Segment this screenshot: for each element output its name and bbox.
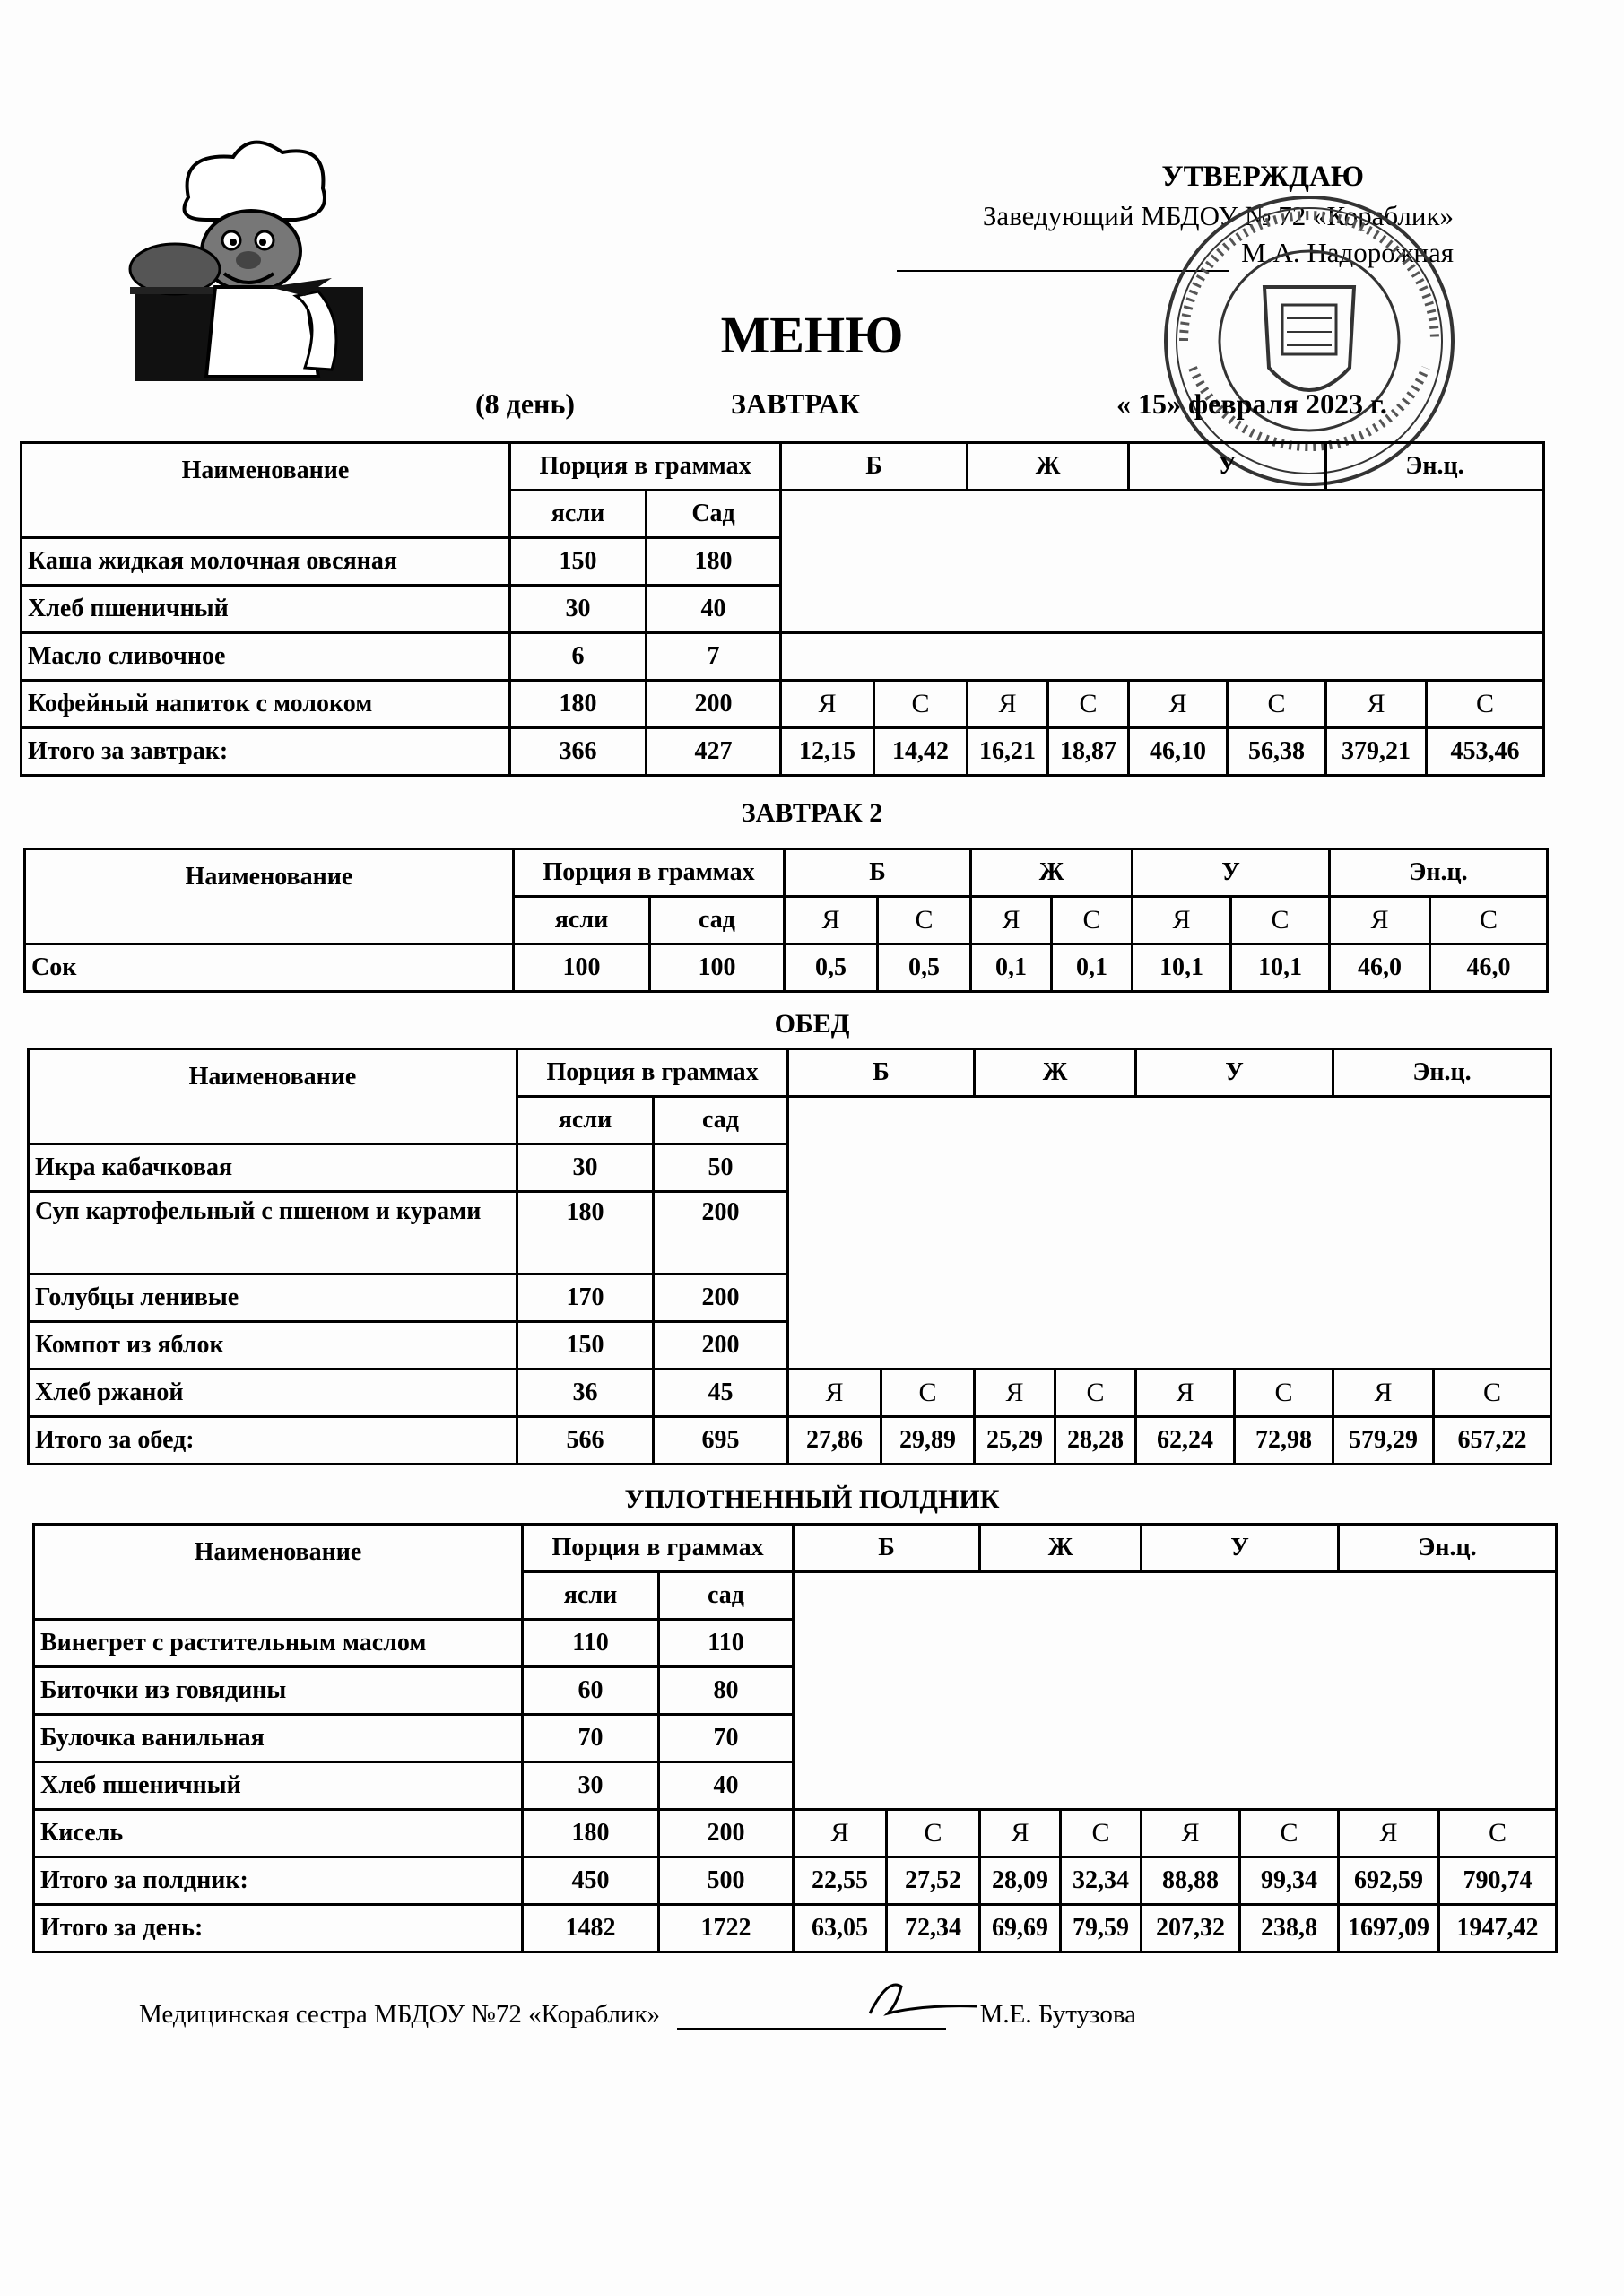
day-total-sad: 1722 (659, 1905, 794, 1952)
total-b-ya: 27,86 (788, 1417, 881, 1465)
col-ya: Я (1330, 897, 1430, 944)
col-ya: Я (1129, 681, 1228, 728)
col-s: С (881, 1370, 975, 1417)
col-en-header: Эн.ц. (1333, 1049, 1551, 1097)
total-row (29, 1417, 1551, 1465)
dish-name: Хлеб пшеничный (22, 586, 510, 633)
col-s: С (1439, 1810, 1557, 1857)
lunch-table (27, 1048, 1552, 1465)
portion-sad: 100 (650, 944, 785, 992)
col-s: С (1434, 1370, 1551, 1417)
portion-yasli: 150 (510, 538, 647, 586)
col-portion-header: Порция в граммах (510, 443, 781, 491)
dish-name: Винегрет с растительным маслом (34, 1620, 523, 1667)
total-zh-ya: 28,09 (980, 1857, 1061, 1905)
total-en-s: 657,22 (1434, 1417, 1551, 1465)
col-s: С (878, 897, 971, 944)
portion-sad: 70 (659, 1715, 794, 1762)
col-s: С (874, 681, 968, 728)
col-portion-header: Порция в граммах (517, 1049, 788, 1097)
col-s: С (1427, 681, 1544, 728)
total-yasli: 566 (517, 1417, 654, 1465)
table-row (34, 1810, 1557, 1857)
blank-area (788, 1097, 1551, 1370)
portion-yasli: 100 (514, 944, 650, 992)
portion-yasli: 180 (523, 1810, 659, 1857)
portion-yasli: 30 (510, 586, 647, 633)
total-u-ya: 62,24 (1136, 1417, 1235, 1465)
approve-name: М.А. Надорожная (1241, 237, 1454, 269)
total-en-s: 790,74 (1439, 1857, 1557, 1905)
total-en-ya: 379,21 (1326, 728, 1427, 776)
portion-sad: 40 (659, 1762, 794, 1810)
footer (139, 2000, 1394, 2030)
col-ya: Я (971, 897, 1052, 944)
portion-sad: 110 (659, 1620, 794, 1667)
col-s: С (1052, 897, 1133, 944)
total-en-ya: 579,29 (1333, 1417, 1434, 1465)
portion-sad: 40 (647, 586, 781, 633)
portion-yasli: 70 (523, 1715, 659, 1762)
col-u-header: У (1136, 1049, 1333, 1097)
nurse-label: Медицинская сестра МБДОУ №72 «Кораблик» (139, 2000, 661, 2029)
total-row (34, 1857, 1557, 1905)
dish-name: Масло сливочное (22, 633, 510, 681)
total-yasli: 450 (523, 1857, 659, 1905)
total-zh-s: 32,34 (1061, 1857, 1142, 1905)
col-s: С (1228, 681, 1326, 728)
portion-yasli: 36 (517, 1370, 654, 1417)
col-name-header: Наименование (29, 1049, 517, 1144)
total-sad: 427 (647, 728, 781, 776)
col-s: С (1235, 1370, 1333, 1417)
table-row (22, 633, 1544, 681)
table-row (25, 944, 1548, 992)
dish-name: Кисель (34, 1810, 523, 1857)
col-ya: Я (794, 1810, 887, 1857)
portion-sad: 7 (647, 633, 781, 681)
total-sad: 695 (654, 1417, 788, 1465)
col-sad-header: сад (654, 1097, 788, 1144)
col-ya: Я (1133, 897, 1231, 944)
col-en-header: Эн.ц. (1339, 1525, 1557, 1572)
total-b-ya: 12,15 (781, 728, 874, 776)
col-yasli-header: ясли (514, 897, 650, 944)
total-en-s: 453,46 (1427, 728, 1544, 776)
dish-name: Булочка ванильная (34, 1715, 523, 1762)
col-ya: Я (1136, 1370, 1235, 1417)
dish-name: Суп картофельный с пшеном и курами (29, 1192, 517, 1274)
dish-name: Хлеб пшеничный (34, 1762, 523, 1810)
col-sad-header: Сад (647, 491, 781, 538)
value-cell: 0,1 (1052, 944, 1133, 992)
date-label: « 15» февраля 2023 г. (1116, 387, 1387, 420)
total-b-s: 27,52 (887, 1857, 980, 1905)
col-ya: Я (1339, 1810, 1439, 1857)
dish-name: Голубцы ленивые (29, 1274, 517, 1322)
approve-title: УТВЕРЖДАЮ (1161, 161, 1364, 193)
col-ya: Я (1333, 1370, 1434, 1417)
portion-yasli: 30 (523, 1762, 659, 1810)
total-sad: 500 (659, 1857, 794, 1905)
col-ya: Я (785, 897, 878, 944)
portion-sad: 200 (654, 1322, 788, 1370)
value-cell: 46,0 (1430, 944, 1548, 992)
portion-sad: 80 (659, 1667, 794, 1715)
total-label: Итого за завтрак: (22, 728, 510, 776)
col-b-header: Б (788, 1049, 975, 1097)
col-s: С (1055, 1370, 1136, 1417)
day-total-zh-ya: 69,69 (980, 1905, 1061, 1952)
day-total-row (34, 1905, 1557, 1952)
day-label: (8 день) (475, 387, 576, 420)
portion-sad: 50 (654, 1144, 788, 1192)
col-u-header: У (1133, 849, 1330, 897)
dish-name: Каша жидкая молочная овсяная (22, 538, 510, 586)
total-b-s: 29,89 (881, 1417, 975, 1465)
col-s: С (1048, 681, 1129, 728)
portion-yasli: 60 (523, 1667, 659, 1715)
total-b-s: 14,42 (874, 728, 968, 776)
portion-yasli: 180 (517, 1192, 654, 1274)
snack-table (32, 1523, 1558, 1953)
col-portion-header: Порция в граммах (523, 1525, 794, 1572)
total-row (22, 728, 1544, 776)
col-en-header: Эн.ц. (1330, 849, 1548, 897)
meal-label: ЗАВТРАК (731, 387, 861, 420)
portion-yasli: 30 (517, 1144, 654, 1192)
total-u-ya: 46,10 (1129, 728, 1228, 776)
table-row (22, 681, 1544, 728)
day-total-en-s: 1947,42 (1439, 1905, 1557, 1952)
total-u-ya: 88,88 (1142, 1857, 1240, 1905)
section-title-snack: УПЛОТНЕННЫЙ ПОЛДНИК (624, 1484, 1000, 1514)
nurse-signature (861, 1969, 986, 2022)
portion-sad: 200 (654, 1192, 788, 1274)
portion-sad: 45 (654, 1370, 788, 1417)
col-s: С (1231, 897, 1330, 944)
col-b-header: Б (785, 849, 971, 897)
total-zh-ya: 25,29 (975, 1417, 1055, 1465)
total-b-ya: 22,55 (794, 1857, 887, 1905)
col-b-header: Б (781, 443, 968, 491)
col-ya: Я (980, 1810, 1061, 1857)
dish-name: Хлеб ржаной (29, 1370, 517, 1417)
portion-yasli: 170 (517, 1274, 654, 1322)
col-s: С (1061, 1810, 1142, 1857)
portion-yasli: 180 (510, 681, 647, 728)
col-ya: Я (1326, 681, 1427, 728)
breakfast-table (20, 441, 1545, 777)
col-u-header: У (1142, 1525, 1339, 1572)
portion-sad: 200 (659, 1810, 794, 1857)
breakfast2-table (23, 848, 1549, 993)
col-ya: Я (968, 681, 1048, 728)
dish-name: Икра кабачковая (29, 1144, 517, 1192)
total-zh-s: 18,87 (1048, 728, 1129, 776)
total-u-s: 72,98 (1235, 1417, 1333, 1465)
total-label: Итого за полдник: (34, 1857, 523, 1905)
col-s: С (1430, 897, 1548, 944)
col-yasli-header: ясли (523, 1572, 659, 1620)
portion-yasli: 150 (517, 1322, 654, 1370)
day-total-u-s: 238,8 (1240, 1905, 1339, 1952)
col-u-header: У (1129, 443, 1326, 491)
portion-yasli: 110 (523, 1620, 659, 1667)
total-yasli: 366 (510, 728, 647, 776)
col-ya: Я (1142, 1810, 1240, 1857)
total-label: Итого за обед: (29, 1417, 517, 1465)
total-en-ya: 692,59 (1339, 1857, 1439, 1905)
portion-sad: 180 (647, 538, 781, 586)
day-total-en-ya: 1697,09 (1339, 1905, 1439, 1952)
value-cell: 10,1 (1231, 944, 1330, 992)
col-ya: Я (781, 681, 874, 728)
col-name-header: Наименование (22, 443, 510, 538)
section-title-breakfast2: ЗАВТРАК 2 (741, 798, 883, 828)
section-title-lunch: ОБЕД (774, 1009, 850, 1039)
day-total-zh-s: 79,59 (1061, 1905, 1142, 1952)
col-zh-header: Ж (968, 443, 1129, 491)
value-cell: 10,1 (1133, 944, 1231, 992)
col-b-header: Б (794, 1525, 980, 1572)
blank-area (794, 1572, 1557, 1810)
blank-area (781, 633, 1544, 681)
page-title: МЕНЮ (720, 306, 904, 364)
value-cell: 0,1 (971, 944, 1052, 992)
value-cell: 0,5 (878, 944, 971, 992)
portion-sad: 200 (647, 681, 781, 728)
col-zh-header: Ж (975, 1049, 1136, 1097)
col-s: С (1240, 1810, 1339, 1857)
col-s: С (887, 1810, 980, 1857)
nurse-name: М.Е. Бутузова (979, 2000, 1137, 2029)
dish-name: Сок (25, 944, 514, 992)
col-yasli-header: ясли (517, 1097, 654, 1144)
table-row (29, 1370, 1551, 1417)
approve-position: Заведующий МБДОУ № 72 «Кораблик» (982, 199, 1454, 231)
col-zh-header: Ж (980, 1525, 1142, 1572)
col-yasli-header: ясли (510, 491, 647, 538)
day-total-yasli: 1482 (523, 1905, 659, 1952)
dish-name: Компот из яблок (29, 1322, 517, 1370)
total-u-s: 56,38 (1228, 728, 1326, 776)
total-zh-s: 28,28 (1055, 1417, 1136, 1465)
col-name-header: Наименование (34, 1525, 523, 1620)
dish-name: Кофейный напиток с молоком (22, 681, 510, 728)
dish-name: Биточки из говядины (34, 1667, 523, 1715)
col-portion-header: Порция в граммах (514, 849, 785, 897)
total-u-s: 99,34 (1240, 1857, 1339, 1905)
col-sad-header: сад (650, 897, 785, 944)
col-zh-header: Ж (971, 849, 1133, 897)
col-name-header: Наименование (25, 849, 514, 944)
col-sad-header: сад (659, 1572, 794, 1620)
value-cell: 0,5 (785, 944, 878, 992)
col-ya: Я (975, 1370, 1055, 1417)
portion-yasli: 6 (510, 633, 647, 681)
value-cell: 46,0 (1330, 944, 1430, 992)
day-total-b-s: 72,34 (887, 1905, 980, 1952)
portion-sad: 200 (654, 1274, 788, 1322)
day-total-b-ya: 63,05 (794, 1905, 887, 1952)
blank-area (781, 491, 1544, 633)
day-total-label: Итого за день: (34, 1905, 523, 1952)
day-total-u-ya: 207,32 (1142, 1905, 1240, 1952)
col-ya: Я (788, 1370, 881, 1417)
col-en-header: Эн.ц. (1326, 443, 1544, 491)
total-zh-ya: 16,21 (968, 728, 1048, 776)
